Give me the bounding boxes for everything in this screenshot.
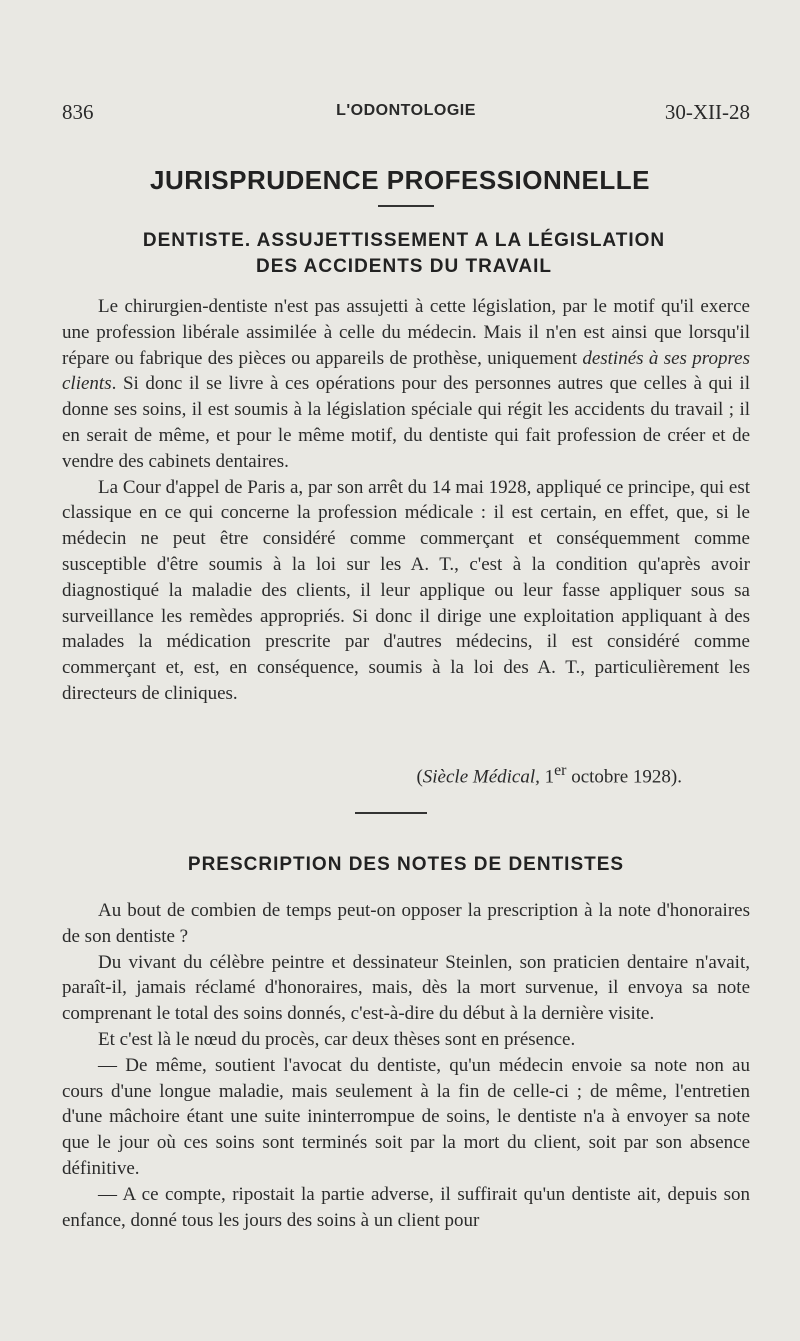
article-body: [62, 294, 750, 707]
paragraph: Et c'est là le nœud du procès, car deux thèses sont en présence.: [98, 1028, 576, 1050]
paragraph: Au bout de combien de temps peut-on opposer la prescription à la note d'honoraires de son dentiste ?: [62, 900, 750, 947]
article-body: [62, 898, 750, 1233]
divider-rule: [378, 205, 434, 207]
paragraph: — De même, soutient l'avocat du dentiste, qu'un médecin envoie sa note non au cours d'une longue maladie, mais seulement à la fin de celle-ci ; de même, l'entretien d'une mâchoire étant une suite ininterrompue de soins, le dentiste n'a à envoyer sa note que le jour où ces soins sont terminés soit par la mort du client, soit par son absence définitive.: [62, 1054, 750, 1179]
article-title-line-1: DENTISTE. ASSUJETTISSEMENT A LA LÉGISLATION: [142, 230, 666, 251]
page-header: [62, 100, 750, 130]
article-title-line-2: DES ACCIDENTS DU TRAVAIL: [256, 256, 552, 277]
divider-rule: [355, 812, 427, 814]
journal-title: L'ODONTOLOGIE: [336, 102, 476, 119]
paragraph: La Cour d'appel de Paris a, par son arrêt du 14 mai 1928, appliqué ce principe, qui est classique en ce qui concerne la profession médicale : il est certain, en effet, que, si le médecin ne peut être considéré comme commerçant et conséquemment comme susceptible d'être soumis à la loi sur les A. T., c'est à la condition qu'après avoir diagnostiqué la maladie des clients, il leur applique ou leur fasse appliquer sous sa surveillance les remèdes appropriés. Si donc il dirige une exploitation appliquant à des malades la médication prescrite par d'autres médecins, il est considéré comme commerçant et, est, en conséquence, soumis à la loi des A. T., particulièrement les directeurs de cliniques.: [62, 476, 750, 704]
issue-date: 30-XII-28: [664, 100, 750, 124]
section-title: JURISPRUDENCE PROFESSIONNELLE: [150, 165, 650, 195]
source-citation: (Siècle Médical, 1er octobre 1928).: [416, 762, 682, 788]
article-title: [58, 228, 750, 280]
article-title: PRESCRIPTION DES NOTES DE DENTISTES: [187, 854, 625, 875]
page-number: 836: [62, 100, 94, 124]
paragraph: Du vivant du célèbre peintre et dessinateur Steinlen, son praticien dentaire n'avait, paraît-il, jamais réclamé d'honoraires, mais, dès la mort survenue, il envoya sa note comprenant le total des soins donnés, c'est-à-dire du début à la dernière visite.: [62, 951, 750, 1025]
paragraph: — A ce compte, ripostait la partie adverse, il suffirait qu'un dentiste ait, depuis son enfance, donné tous les jours des soins à un client pour: [62, 1183, 750, 1231]
italic-phrase: destinés à ses propres clients: [62, 347, 750, 395]
paragraph: Le chirurgien-dentiste n'est pas assujetti à cette législation, par le motif qu'il exerce une profession libérale assimilée à celle du médecin. Mais il n'en est ainsi que lorsqu'il répare ou fabrique des pièces ou appareils de prothèse, uniquement destinés à ses propres clients. Si donc il se livre à ces opérations pour des personnes autres que celles à qui il donne ses soins, il est soumis à la législation spéciale qui régit les accidents du travail ; il en serait de même, et pour le même motif, du dentiste qui fait profession de créer et de vendre des cabinets dentaires.: [62, 296, 750, 472]
